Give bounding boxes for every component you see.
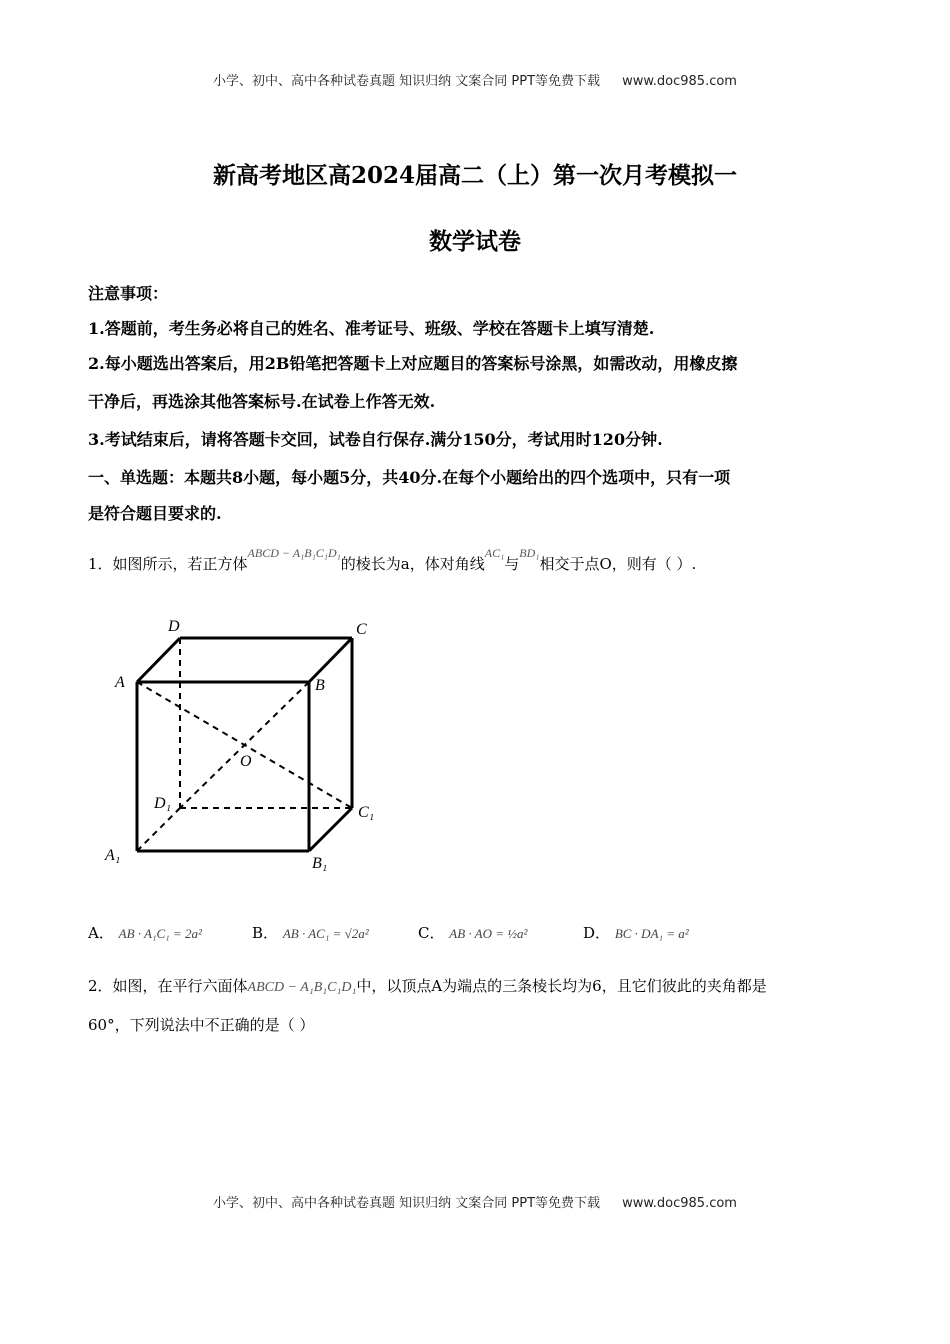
q2-text-1: 2．如图，在平行六面体 bbox=[88, 977, 248, 995]
footer-site-link[interactable]: www.doc985.com bbox=[622, 1196, 737, 1211]
footer-text: 小学、初中、高中各种试卷真题 知识归纳 文案合同 PPT等免费下载 bbox=[213, 1196, 601, 1211]
option-b[interactable] bbox=[252, 922, 369, 943]
label-a: A bbox=[115, 674, 125, 691]
edge-bc bbox=[309, 638, 352, 682]
page-header bbox=[0, 70, 950, 89]
option-b-label: B． bbox=[252, 924, 279, 942]
edge-ad bbox=[137, 638, 180, 682]
edge-a1d1-hidden bbox=[137, 808, 180, 851]
q1-text-4: 相交于点O，则有（ ）. bbox=[539, 555, 697, 573]
q1-math-bd1: BD₁ bbox=[519, 546, 540, 560]
exam-title: 新高考地区高2024届高二（上）第一次月考模拟一 bbox=[212, 162, 737, 189]
note-item-1: 1.答题前，考生务必将自己的姓名、准考证号、班级、学校在答题卡上填写清楚. bbox=[88, 319, 655, 338]
label-c: C bbox=[356, 621, 367, 638]
option-a-expr: AB · A₁C₁ = 2a² bbox=[118, 926, 202, 941]
header-text: 小学、初中、高中各种试卷真题 知识归纳 文案合同 PPT等免费下载 bbox=[213, 74, 601, 89]
label-d: D bbox=[168, 618, 180, 635]
cube-figure bbox=[100, 610, 400, 880]
note-item-2a: 2.每小题选出答案后，用2B铅笔把答题卡上对应题目的答案标号涂黑，如需改动，用橡皮擦 bbox=[88, 354, 738, 373]
q1-text-3: 与 bbox=[504, 555, 520, 573]
question-2-stem-line1 bbox=[88, 975, 868, 996]
page-footer bbox=[0, 1192, 950, 1211]
option-b-expr: AB · AC₁ = √2a² bbox=[282, 926, 369, 941]
section-heading-line1: 一、单选题：本题共8小题，每小题5分，共40分.在每个小题给出的四个选项中，只有一项 bbox=[88, 468, 731, 487]
option-c-expr: AB · AO = ½a² bbox=[449, 926, 528, 941]
header-site-link[interactable]: www.doc985.com bbox=[622, 74, 737, 89]
q2-text-2: 中，以顶点A为端点的三条棱长均为6，且它们彼此的夹角都是 bbox=[356, 977, 767, 995]
section-heading-line2: 是符合题目要求的. bbox=[88, 504, 222, 523]
label-a1: A₁ bbox=[105, 847, 121, 864]
label-c1: C₁ bbox=[358, 804, 375, 821]
option-c-label: C． bbox=[418, 924, 445, 942]
edge-b1c1 bbox=[309, 808, 352, 851]
notes-heading: 注意事项： bbox=[88, 284, 169, 303]
label-b1: B₁ bbox=[312, 855, 328, 872]
option-d[interactable] bbox=[583, 922, 689, 943]
option-d-label: D． bbox=[583, 924, 611, 942]
diagonal-bd1 bbox=[180, 682, 309, 808]
q1-text-1: 1．如图所示，若正方体 bbox=[88, 555, 248, 573]
option-a-label: A． bbox=[88, 924, 114, 942]
q1-math-cube: ABCD − A₁B₁C₁D₁ bbox=[247, 546, 341, 560]
exam-subtitle: 数学试卷 bbox=[429, 228, 521, 255]
label-o: O bbox=[240, 753, 252, 770]
option-c[interactable] bbox=[418, 922, 527, 943]
q1-math-ac1: AC₁ bbox=[484, 546, 505, 560]
label-d1: D₁ bbox=[154, 795, 172, 812]
q1-text-2: 的棱长为a，体对角线 bbox=[340, 555, 485, 573]
note-item-3: 3.考试结束后，请将答题卡交回，试卷自行保存.满分150分，考试用时120分钟. bbox=[88, 430, 663, 449]
q2-math-parallelepiped: ABCD − A₁B₁C₁D₁ bbox=[247, 980, 357, 995]
question-1-stem bbox=[88, 546, 868, 574]
label-b: B bbox=[315, 677, 325, 694]
option-a[interactable] bbox=[88, 922, 202, 943]
note-item-2b: 干净后，再选涂其他答案标号.在试卷上作答无效. bbox=[88, 392, 436, 411]
question-2-stem-line2: 60°，下列说法中不正确的是（ ） bbox=[88, 1016, 315, 1034]
option-d-expr: BC · DA₁ = a² bbox=[614, 926, 689, 941]
